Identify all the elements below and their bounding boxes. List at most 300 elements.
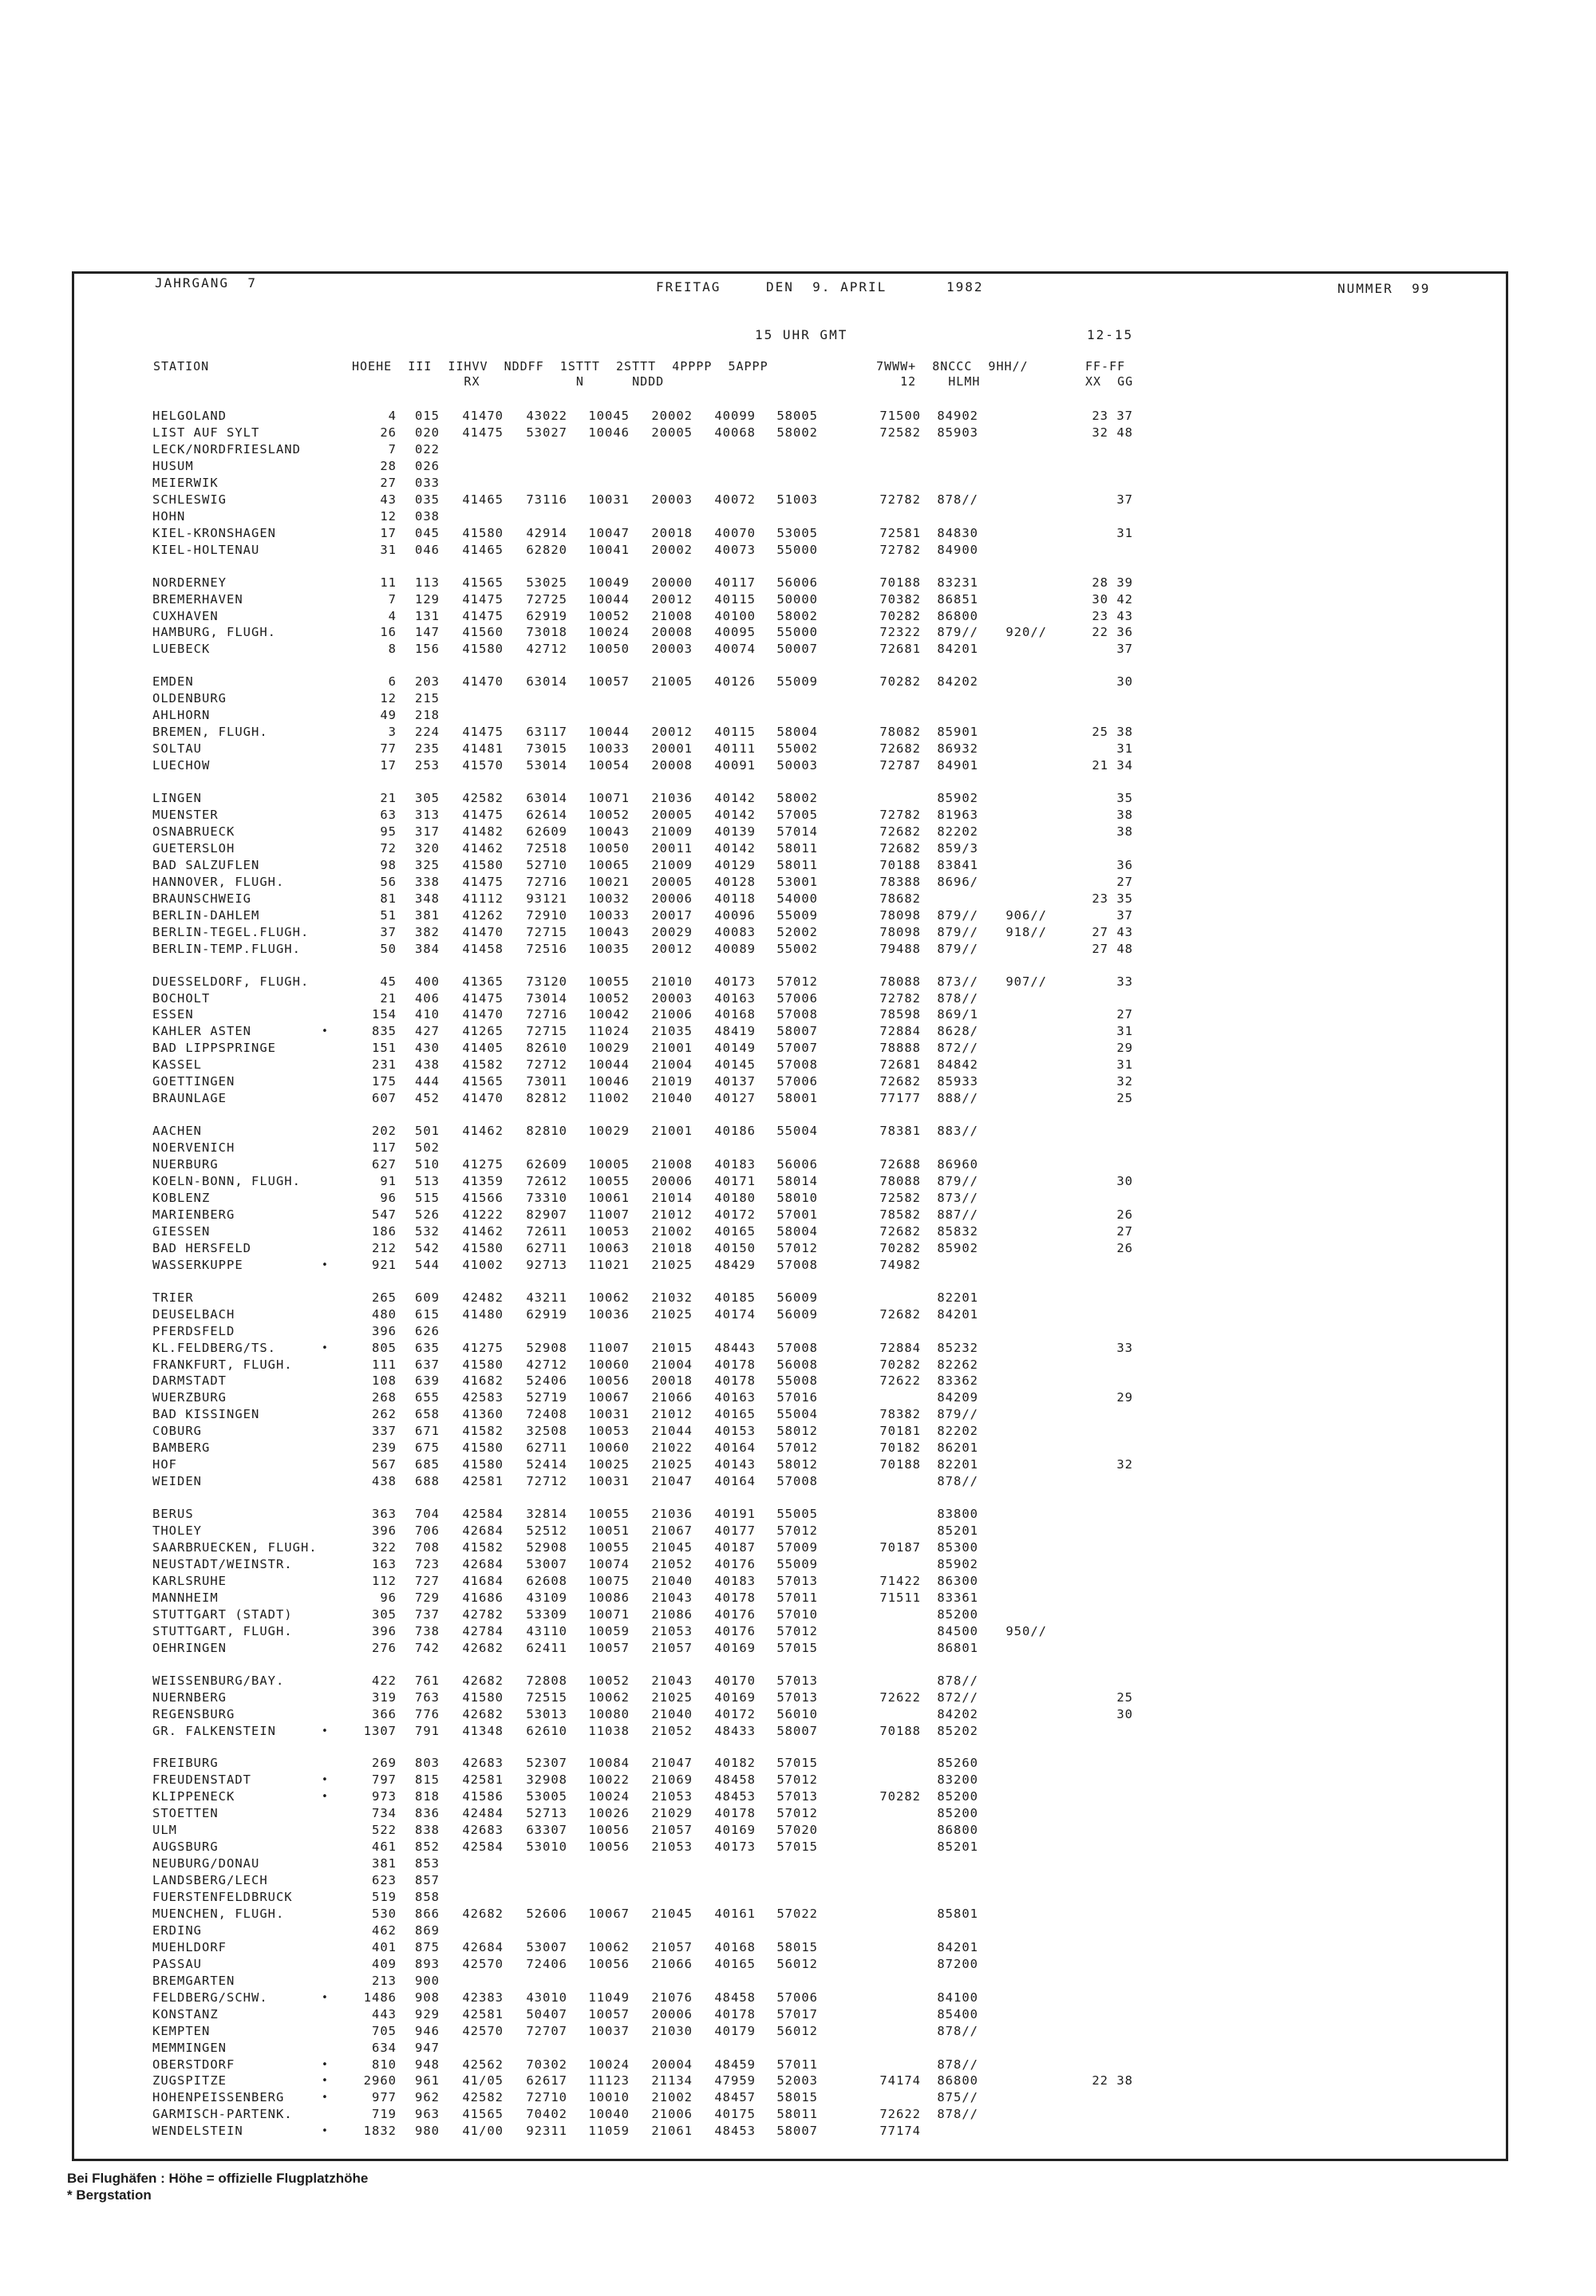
pressure-cell: 40176 xyxy=(714,1623,756,1638)
dewpoint-cell: 21040 xyxy=(651,1573,693,1588)
wind-gust-cell: 23 35 xyxy=(1092,891,1133,906)
height-cell: 21 xyxy=(380,791,397,805)
dewpoint-cell: 20005 xyxy=(651,425,693,440)
table-row xyxy=(0,1340,1596,1357)
nddff-cell: 43109 xyxy=(526,1590,567,1605)
pressure-cell: 40099 xyxy=(714,409,756,423)
iihvv-cell: 41/00 xyxy=(462,2124,504,2139)
weather-cell: 70382 xyxy=(879,591,921,607)
weather-cell: 78382 xyxy=(879,1407,921,1422)
dewpoint-cell: 20003 xyxy=(651,492,693,507)
table-row xyxy=(0,641,1596,658)
cloud-cell: 86932 xyxy=(937,741,978,757)
station-index-cell: 908 xyxy=(415,1990,440,2005)
iihvv-cell: 41475 xyxy=(462,874,504,889)
table-row xyxy=(0,1872,1596,1889)
temp-cell: 11007 xyxy=(588,1340,630,1355)
pressure-cell: 40142 xyxy=(714,791,756,805)
station-index-cell: 685 xyxy=(415,1457,440,1472)
iihvv-cell: 42682 xyxy=(462,1706,504,1721)
station-index-cell: 317 xyxy=(415,824,440,839)
weather-cell: 72682 xyxy=(879,741,921,757)
station-index-cell: 526 xyxy=(415,1207,440,1222)
cloud-cell: 85902 xyxy=(937,1240,978,1255)
tendency-cell: 58011 xyxy=(776,840,818,856)
dewpoint-cell: 21057 xyxy=(651,1939,693,1954)
table-row xyxy=(0,1788,1596,1805)
station-index-cell: 113 xyxy=(415,575,440,590)
station-index-cell: 947 xyxy=(415,2040,440,2055)
nddff-cell: 92713 xyxy=(526,1257,567,1272)
station-name-cell: THOLEY xyxy=(152,1523,202,1538)
temp-cell: 10032 xyxy=(588,891,630,906)
table-row xyxy=(0,1040,1596,1057)
dewpoint-cell: 21053 xyxy=(651,1789,693,1804)
table-row xyxy=(0,508,1596,525)
table-row xyxy=(0,2106,1596,2123)
dewpoint-cell: 20017 xyxy=(651,907,693,923)
cloud-cell: 873// xyxy=(937,974,978,989)
pressure-cell: 40072 xyxy=(714,492,756,507)
dewpoint-cell: 21047 xyxy=(651,1474,693,1489)
station-index-cell: 325 xyxy=(415,857,440,872)
station-index-cell: 688 xyxy=(415,1474,440,1489)
dewpoint-cell: 21052 xyxy=(651,1723,693,1738)
height-cell: 305 xyxy=(372,1606,397,1622)
iihvv-cell: 42570 xyxy=(462,1956,504,1971)
nddff-cell: 62617 xyxy=(526,2073,567,2089)
station-name-cell: SCHLESWIG xyxy=(152,492,227,507)
tendency-cell: 57013 xyxy=(776,1673,818,1688)
cloud-cell: 878// xyxy=(937,2023,978,2038)
cloud-cell: 82201 xyxy=(937,1457,978,1472)
tendency-cell: 57012 xyxy=(776,1440,818,1456)
station-name-cell: LECK/NORDFRIESLAND xyxy=(152,441,301,456)
height-cell: 111 xyxy=(372,1357,397,1372)
iihvv-cell: 42562 xyxy=(462,2057,504,2072)
pressure-cell: 48453 xyxy=(714,2124,756,2139)
cloud-cell: 84902 xyxy=(937,409,978,423)
cloud-cell: 872// xyxy=(937,1041,978,1056)
iihvv-cell: 41580 xyxy=(462,1357,504,1372)
iihvv-cell: 41470 xyxy=(462,674,504,690)
nddff-cell: 82610 xyxy=(526,1041,567,1056)
table-row xyxy=(0,2023,1596,2040)
pressure-cell: 40163 xyxy=(714,990,756,1006)
pressure-cell: 40143 xyxy=(714,1457,756,1472)
height-cell: 37 xyxy=(380,924,397,939)
station-index-cell: 853 xyxy=(415,1856,440,1871)
pressure-cell: 40117 xyxy=(714,575,756,590)
nddff-cell: 52710 xyxy=(526,857,567,872)
station-name-cell: MUENCHEN, FLUGH. xyxy=(152,1907,285,1921)
dewpoint-cell: 20001 xyxy=(651,741,693,757)
table-row xyxy=(0,1889,1596,1906)
station-name-cell: KIEL-KRONSHAGEN xyxy=(152,525,276,540)
tendency-cell: 58011 xyxy=(776,2107,818,2122)
height-cell: 265 xyxy=(372,1290,397,1305)
wind-gust-cell: 26 xyxy=(1116,1207,1133,1222)
nddff-cell: 52719 xyxy=(526,1390,567,1405)
nddff-cell: 62711 xyxy=(526,1240,567,1255)
cloud-cell: 879// xyxy=(937,1407,978,1422)
iihvv-cell: 41359 xyxy=(462,1174,504,1188)
temp-cell: 10051 xyxy=(588,1523,630,1538)
tendency-cell: 57008 xyxy=(776,1474,818,1489)
cloud-cell: 83800 xyxy=(937,1507,978,1522)
table-row xyxy=(0,840,1596,857)
station-name-cell: NUERBURG xyxy=(152,1157,219,1172)
station-index-cell: 438 xyxy=(415,1057,440,1073)
station-index-cell: 946 xyxy=(415,2023,440,2038)
iihvv-cell: 41580 xyxy=(462,1240,504,1255)
tendency-cell: 57020 xyxy=(776,1823,818,1838)
temp-cell: 10021 xyxy=(588,874,630,889)
wind-gust-cell: 27 xyxy=(1116,1223,1133,1239)
dewpoint-cell: 20018 xyxy=(651,525,693,540)
nddff-cell: 53007 xyxy=(526,1556,567,1571)
temp-cell: 10050 xyxy=(588,642,630,657)
table-row xyxy=(0,2006,1596,2023)
station-index-cell: 980 xyxy=(415,2124,440,2139)
wind-gust-cell: 33 xyxy=(1116,974,1133,989)
cloud-cell: 84201 xyxy=(937,642,978,657)
cloud-cell: 84842 xyxy=(937,1057,978,1073)
tendency-cell: 57013 xyxy=(776,1689,818,1705)
weather-cell: 78082 xyxy=(879,725,921,740)
iihvv-cell: 42682 xyxy=(462,1640,504,1655)
height-cell: 72 xyxy=(380,840,397,856)
table-row xyxy=(0,857,1596,874)
mountain-station-marker: • xyxy=(322,1259,329,1271)
station-name-cell: MEMMINGEN xyxy=(152,2040,227,2055)
tendency-cell: 52002 xyxy=(776,924,818,939)
temp-cell: 10055 xyxy=(588,1507,630,1522)
nddff-cell: 32508 xyxy=(526,1424,567,1439)
nddff-cell: 82810 xyxy=(526,1124,567,1139)
pressure-cell: 40178 xyxy=(714,1357,756,1372)
nddff-cell: 50407 xyxy=(526,2006,567,2021)
mountain-station-marker: • xyxy=(322,2058,329,2071)
cloud-cell: 85201 xyxy=(937,1840,978,1855)
iihvv-cell: 42782 xyxy=(462,1606,504,1622)
temp-cell: 10052 xyxy=(588,1673,630,1688)
nddff-cell: 72715 xyxy=(526,1024,567,1039)
station-name-cell: PFERDSFELD xyxy=(152,1323,235,1338)
iihvv-cell: 41565 xyxy=(462,575,504,590)
nddff-cell: 72408 xyxy=(526,1407,567,1422)
weather-cell: 74174 xyxy=(879,2073,921,2089)
weather-cell: 72682 xyxy=(879,1223,921,1239)
station-index-cell: 706 xyxy=(415,1523,440,1538)
temp-cell: 10052 xyxy=(588,608,630,623)
cloud-cell: 86800 xyxy=(937,2073,978,2089)
iihvv-cell: 41580 xyxy=(462,642,504,657)
cloud-cell: 887// xyxy=(937,1207,978,1222)
height-cell: 51 xyxy=(380,907,397,923)
pressure-cell: 40183 xyxy=(714,1573,756,1588)
station-index-cell: 532 xyxy=(415,1223,440,1239)
nddff-cell: 53025 xyxy=(526,575,567,590)
tendency-cell: 58014 xyxy=(776,1174,818,1188)
tendency-cell: 56012 xyxy=(776,1956,818,1971)
temp-cell: 10025 xyxy=(588,1457,630,1472)
table-row xyxy=(0,1839,1596,1855)
nddff-cell: 72712 xyxy=(526,1057,567,1073)
station-name-cell: BREMGARTEN xyxy=(152,1973,235,1988)
cloud-cell: 878// xyxy=(937,1673,978,1688)
station-index-cell: 961 xyxy=(415,2073,440,2089)
dewpoint-cell: 20012 xyxy=(651,725,693,740)
weather-cell: 77177 xyxy=(879,1091,921,1106)
dewpoint-cell: 20005 xyxy=(651,874,693,889)
extra-cell: 907// xyxy=(1005,974,1047,989)
pressure-cell: 40174 xyxy=(714,1306,756,1322)
height-cell: 212 xyxy=(372,1240,397,1255)
station-index-cell: 038 xyxy=(415,508,440,524)
nddff-cell: 73015 xyxy=(526,741,567,757)
pressure-cell: 40100 xyxy=(714,608,756,623)
wind-gust-cell: 30 xyxy=(1116,1174,1133,1188)
height-cell: 396 xyxy=(372,1323,397,1338)
height-cell: 3 xyxy=(388,725,397,740)
tendency-cell: 58002 xyxy=(776,425,818,440)
station-index-cell: 900 xyxy=(415,1973,440,1988)
nddff-cell: 73116 xyxy=(526,492,567,507)
cloud-cell: 85801 xyxy=(937,1907,978,1921)
header-year: 1982 xyxy=(946,279,984,294)
pressure-cell: 40168 xyxy=(714,1939,756,1954)
table-row xyxy=(0,741,1596,757)
table-row xyxy=(0,408,1596,425)
pressure-cell: 40169 xyxy=(714,1689,756,1705)
mountain-station-marker: • xyxy=(322,1791,329,1804)
cloud-cell: 879// xyxy=(937,907,978,923)
table-row xyxy=(0,1640,1596,1657)
cloud-cell: 84500 xyxy=(937,1623,978,1638)
station-name-cell: KOBLENZ xyxy=(152,1190,211,1205)
cloud-cell: 85901 xyxy=(937,725,978,740)
height-cell: 231 xyxy=(372,1057,397,1073)
weather-cell: 78598 xyxy=(879,1007,921,1022)
iihvv-cell: 41462 xyxy=(462,1223,504,1239)
nddff-cell: 52713 xyxy=(526,1806,567,1821)
cloud-cell: 84202 xyxy=(937,1706,978,1721)
station-index-cell: 626 xyxy=(415,1323,440,1338)
weather-cell: 70188 xyxy=(879,575,921,590)
iihvv-cell: 41560 xyxy=(462,625,504,640)
station-index-cell: 658 xyxy=(415,1407,440,1422)
table-row xyxy=(0,1357,1596,1373)
iihvv-cell: 42482 xyxy=(462,1290,504,1305)
tendency-cell: 57012 xyxy=(776,1240,818,1255)
table-row xyxy=(0,1440,1596,1456)
wind-gust-cell: 25 xyxy=(1116,1091,1133,1106)
table-row xyxy=(0,2057,1596,2073)
station-name-cell: MEIERWIK xyxy=(152,475,219,490)
pressure-cell: 40083 xyxy=(714,924,756,939)
station-name-cell: KARLSRUHE xyxy=(152,1573,227,1588)
pressure-cell: 40185 xyxy=(714,1290,756,1305)
nddff-cell: 70402 xyxy=(526,2107,567,2122)
station-index-cell: 857 xyxy=(415,1873,440,1888)
station-index-cell: 348 xyxy=(415,891,440,906)
tendency-cell: 58015 xyxy=(776,1939,818,1954)
height-cell: 810 xyxy=(372,2057,397,2072)
header-date: DEN 9. APRIL xyxy=(766,279,887,294)
station-index-cell: 046 xyxy=(415,542,440,557)
pressure-cell: 40137 xyxy=(714,1074,756,1089)
station-index-cell: 427 xyxy=(415,1024,440,1039)
wind-gust-cell: 30 xyxy=(1116,674,1133,690)
cloud-cell: 84830 xyxy=(937,525,978,540)
iihvv-cell: 42581 xyxy=(462,1474,504,1489)
nddff-cell: 62820 xyxy=(526,542,567,557)
temp-cell: 10035 xyxy=(588,941,630,956)
weather-cell: 72688 xyxy=(879,1157,921,1172)
iihvv-cell: 42584 xyxy=(462,1840,504,1855)
dewpoint-cell: 21053 xyxy=(651,1623,693,1638)
iihvv-cell: 42684 xyxy=(462,1523,504,1538)
temp-cell: 10056 xyxy=(588,1956,630,1971)
nddff-cell: 53007 xyxy=(526,1939,567,1954)
nddff-cell: 62608 xyxy=(526,1573,567,1588)
iihvv-cell: 42581 xyxy=(462,2006,504,2021)
height-cell: 607 xyxy=(372,1091,397,1106)
station-index-cell: 026 xyxy=(415,458,440,473)
pressure-cell: 40091 xyxy=(714,758,756,773)
pressure-cell: 40161 xyxy=(714,1907,756,1921)
station-name-cell: WASSERKUPPE xyxy=(152,1257,243,1272)
tendency-cell: 56010 xyxy=(776,1706,818,1721)
tendency-cell: 58004 xyxy=(776,1223,818,1239)
table-row xyxy=(0,1506,1596,1523)
nddff-cell: 53014 xyxy=(526,758,567,773)
station-index-cell: 929 xyxy=(415,2006,440,2021)
temp-cell: 10054 xyxy=(588,758,630,773)
temp-cell: 10052 xyxy=(588,808,630,822)
footnote-airport-height: Bei Flughäfen : Höhe = offizielle Flugplatzhöhe xyxy=(67,2171,369,2186)
station-name-cell: MUEHLDORF xyxy=(152,1939,227,1954)
dewpoint-cell: 21010 xyxy=(651,974,693,989)
dewpoint-cell: 21061 xyxy=(651,2124,693,2139)
iihvv-cell: 41275 xyxy=(462,1157,504,1172)
tendency-cell: 58012 xyxy=(776,1457,818,1472)
height-cell: 461 xyxy=(372,1840,397,1855)
temp-cell: 10045 xyxy=(588,409,630,423)
station-index-cell: 791 xyxy=(415,1723,440,1738)
height-cell: 623 xyxy=(372,1873,397,1888)
weather-cell: 78098 xyxy=(879,924,921,939)
weather-cell: 78682 xyxy=(879,891,921,906)
station-index-cell: 655 xyxy=(415,1390,440,1405)
dewpoint-cell: 21001 xyxy=(651,1124,693,1139)
height-cell: 363 xyxy=(372,1507,397,1522)
station-name-cell: LIST AUF SYLT xyxy=(152,425,260,440)
station-index-cell: 515 xyxy=(415,1190,440,1205)
weather-cell: 72622 xyxy=(879,1689,921,1705)
extra-cell: 918// xyxy=(1005,924,1047,939)
iihvv-cell: 41365 xyxy=(462,974,504,989)
nddff-cell: 72716 xyxy=(526,1007,567,1022)
nddff-cell: 63014 xyxy=(526,791,567,805)
nddff-cell: 72707 xyxy=(526,2023,567,2038)
pressure-cell: 40128 xyxy=(714,874,756,889)
tendency-cell: 58007 xyxy=(776,2124,818,2139)
pressure-cell: 40182 xyxy=(714,1756,756,1771)
station-index-cell: 963 xyxy=(415,2107,440,2122)
dewpoint-cell: 21134 xyxy=(651,2073,693,2089)
station-name-cell: BRAUNLAGE xyxy=(152,1091,227,1106)
station-index-cell: 836 xyxy=(415,1806,440,1821)
iihvv-cell: 41262 xyxy=(462,907,504,923)
height-cell: 634 xyxy=(372,2040,397,2055)
table-row xyxy=(0,1173,1596,1190)
iihvv-cell: 41580 xyxy=(462,857,504,872)
station-index-cell: 727 xyxy=(415,1573,440,1588)
table-row xyxy=(0,757,1596,774)
temp-cell: 10031 xyxy=(588,492,630,507)
height-cell: 977 xyxy=(372,2090,397,2105)
cloud-cell: 85202 xyxy=(937,1723,978,1738)
pressure-cell: 47959 xyxy=(714,2073,756,2089)
cloud-cell: 869/1 xyxy=(937,1007,978,1022)
station-name-cell: BAMBERG xyxy=(152,1440,211,1456)
cloud-cell: 82202 xyxy=(937,824,978,839)
station-name-cell: GARMISCH-PARTENK. xyxy=(152,2107,293,2122)
height-cell: 973 xyxy=(372,1789,397,1804)
cloud-cell: 85902 xyxy=(937,791,978,805)
station-name-cell: LANDSBERG/LECH xyxy=(152,1873,268,1888)
cloud-cell: 875// xyxy=(937,2090,978,2105)
weather-cell: 72782 xyxy=(879,542,921,557)
mountain-station-marker: • xyxy=(322,1342,329,1354)
station-name-cell: AUGSBURG xyxy=(152,1840,219,1855)
mountain-station-marker: • xyxy=(322,1991,329,2004)
temp-cell: 10053 xyxy=(588,1424,630,1439)
dewpoint-cell: 21053 xyxy=(651,1840,693,1855)
height-cell: 17 xyxy=(380,525,397,540)
tendency-cell: 57012 xyxy=(776,1806,818,1821)
nddff-cell: 52512 xyxy=(526,1523,567,1538)
tendency-cell: 56008 xyxy=(776,1357,818,1372)
cloud-cell: 8628/ xyxy=(937,1024,978,1039)
header-nummer: NUMMER 99 xyxy=(1337,281,1431,296)
temp-cell: 10062 xyxy=(588,1290,630,1305)
height-cell: 12 xyxy=(380,508,397,524)
dewpoint-cell: 21066 xyxy=(651,1390,693,1405)
tendency-cell: 57001 xyxy=(776,1207,818,1222)
pressure-cell: 40179 xyxy=(714,2023,756,2038)
cloud-cell: 85903 xyxy=(937,425,978,440)
station-name-cell: HUSUM xyxy=(152,458,194,473)
station-index-cell: 948 xyxy=(415,2057,440,2072)
iihvv-cell: 41582 xyxy=(462,1540,504,1555)
weather-cell: 77174 xyxy=(879,2124,921,2139)
weather-cell: 70282 xyxy=(879,1789,921,1804)
height-cell: 12 xyxy=(380,691,397,706)
dewpoint-cell: 20008 xyxy=(651,625,693,640)
dewpoint-cell: 21032 xyxy=(651,1290,693,1305)
table-row xyxy=(0,924,1596,941)
table-row xyxy=(0,2040,1596,2057)
temp-cell: 11002 xyxy=(588,1091,630,1106)
temp-cell: 10060 xyxy=(588,1440,630,1456)
pressure-cell: 40163 xyxy=(714,1390,756,1405)
nddff-cell: 72715 xyxy=(526,924,567,939)
tendency-cell: 55004 xyxy=(776,1407,818,1422)
pressure-cell: 40089 xyxy=(714,941,756,956)
